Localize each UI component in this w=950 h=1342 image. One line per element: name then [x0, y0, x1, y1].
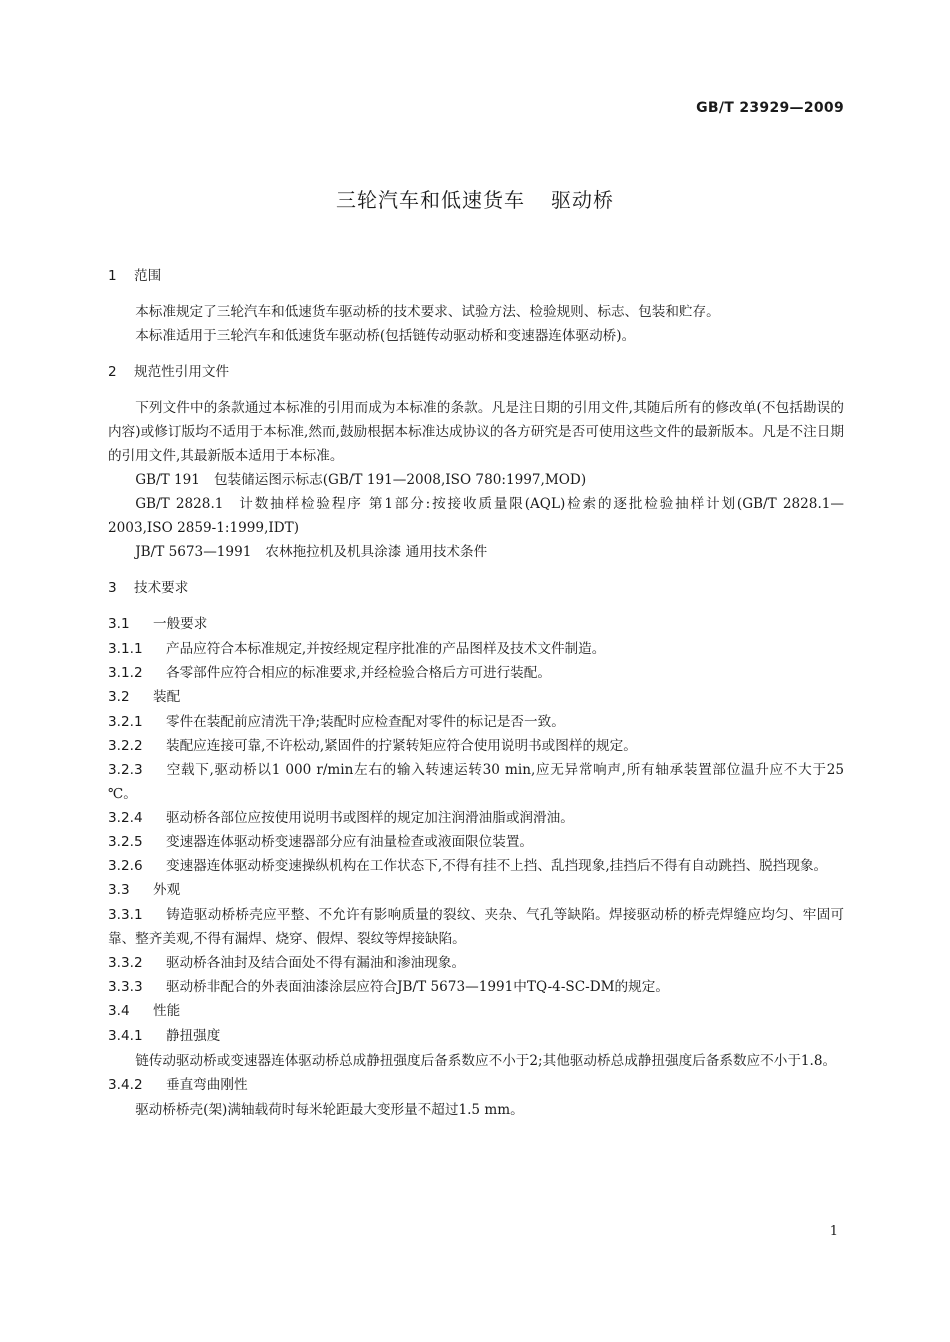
section-3-heading: 3 技术要求 — [108, 580, 189, 596]
normative-references-paragraph: 下列文件中的条款通过本标准的引用而成为本标准的条款。凡是注日期的引用文件,其随后所有的修改单(不包括勘误的内容)或修订版均不适用于本标准,然而,鼓励根据本标准达成协议的各方研究是否可使用这些文件的最新版本。凡是不注日期的引用文件,其最新版本适用于本标准。 — [108, 400, 844, 464]
scope-paragraph-2: 本标准适用于三轮汽车和低速货车驱动桥(包括链传动驱动桥和变速器连体驱动桥)。 — [135, 328, 636, 344]
clause-3-1-2: 3.1.2 各零部件应符合相应的标准要求,并经检验合格后方可进行装配。 — [108, 665, 551, 681]
clause-3-2-3: 3.2.3 空载下,驱动桥以1 000 r/min左右的输入转速运转30 min,应无异常响声,所有轴承装置部位温升应不大于25 ℃。 — [108, 762, 844, 802]
section-3-2-heading: 3.2 装配 — [108, 689, 181, 705]
clause-3-3-1: 3.3.1 铸造驱动桥桥壳应平整、不允许有影响质量的裂纹、夹杂、气孔等缺陷。焊接驱动桥的桥壳焊缝应均匀、牢固可靠、整齐美观,不得有漏焊、烧穿、假焊、裂纹等焊接缺陷。 — [108, 907, 844, 947]
clause-3-2-1: 3.2.1 零件在装配前应清洗干净;装配时应检查配对零件的标记是否一致。 — [108, 714, 565, 730]
title-main: 三轮汽车和低速货车 — [336, 188, 525, 212]
section-3-4-2-heading: 3.4.2 垂直弯曲刚性 — [108, 1077, 248, 1093]
reference-item: JB/T 5673—1991 农林拖拉机及机具涂漆 通用技术条件 — [135, 544, 488, 560]
reference-item: GB/T 2828.1 计数抽样检验程序 第1部分:按接收质量限(AQL)检索的逐批检验抽样计划(GB/T 2828.1—2003,ISO 2859-1:1999,IDT) — [108, 496, 845, 536]
clause-3-2-2: 3.2.2 装配应连接可靠,不许松动,紧固件的拧紧转矩应符合使用说明书或图样的规定。 — [108, 738, 637, 754]
clause-3-4-1-text: 链传动驱动桥或变速器连体驱动桥总成静扭强度后备系数应不小于2;其他驱动桥总成静扭强度后备系数应不小于1.8。 — [135, 1053, 837, 1069]
section-1-heading: 1 范围 — [108, 268, 162, 284]
section-3-3-heading: 3.3 外观 — [108, 882, 181, 898]
clause-3-3-3: 3.3.3 驱动桥非配合的外表面油漆涂层应符合JB/T 5673—1991中TQ-4-SC-DM的规定。 — [108, 979, 669, 995]
section-3-4-heading: 3.4 性能 — [108, 1003, 181, 1019]
clause-3-2-5: 3.2.5 变速器连体驱动桥变速器部分应有油量检查或液面限位装置。 — [108, 834, 534, 850]
clause-3-3-2: 3.3.2 驱动桥各油封及结合面处不得有漏油和渗油现象。 — [108, 955, 466, 971]
reference-item: GB/T 191 包装储运图示标志(GB/T 191—2008,ISO 780:1997,MOD) — [135, 472, 587, 488]
clause-3-4-2-text: 驱动桥桥壳(架)满轴载荷时每米轮距最大变形量不超过1.5 mm。 — [135, 1102, 524, 1118]
standard-code: GB/T 23929—2009 — [696, 100, 844, 116]
scope-paragraph-1: 本标准规定了三轮汽车和低速货车驱动桥的技术要求、试验方法、检验规则、标志、包装和贮存。 — [135, 304, 720, 320]
section-3-1-heading: 3.1 一般要求 — [108, 616, 208, 632]
document-title — [0, 184, 950, 213]
document-body — [108, 266, 844, 1122]
clause-3-2-4: 3.2.4 驱动桥各部位应按使用说明书或图样的规定加注润滑油脂或润滑油。 — [108, 810, 574, 826]
section-3-4-1-heading: 3.4.1 静扭强度 — [108, 1028, 221, 1044]
clause-3-2-6: 3.2.6 变速器连体驱动桥变速操纵机构在工作状态下,不得有挂不上挡、乱挡现象,挂挡后不得有自动跳挡、脱挡现象。 — [108, 858, 828, 874]
title-sub: 驱动桥 — [551, 188, 614, 212]
section-2-heading: 2 规范性引用文件 — [108, 364, 230, 380]
clause-3-1-1: 3.1.1 产品应符合本标准规定,并按经规定程序批准的产品图样及技术文件制造。 — [108, 641, 606, 657]
page-number: 1 — [829, 1224, 838, 1239]
